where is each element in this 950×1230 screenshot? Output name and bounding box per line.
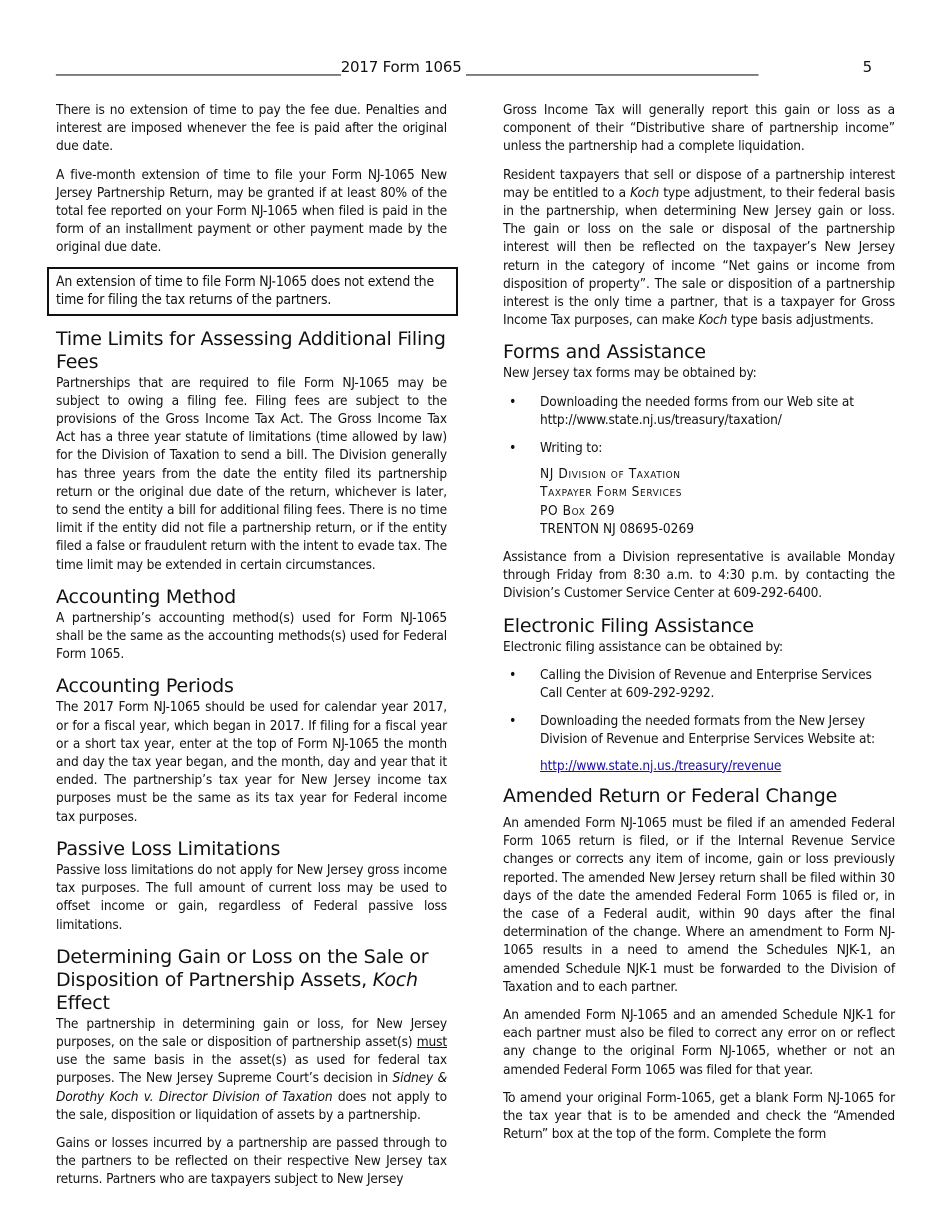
paragraph-assistance: Assistance from a Division representative is available Monday through Friday from 8:30 a.m. to 4:30 p.m. by contacting the Division’s Customer Service Center at 609-292-6400. — [503, 549, 895, 602]
list-item — [503, 393, 895, 429]
header-rule-left: _______________________________________ — [56, 58, 341, 76]
list-item — [503, 439, 895, 457]
bullet-icon: • — [509, 393, 517, 410]
paragraph-accounting-periods: The 2017 Form NJ-1065 should be used for calendar year 2017, or for a fiscal year, which began in 2017. If filing for a fiscal year or a short tax year, enter at the top of Form NJ-1065 the month and day the tax year began, and the month, day and year that it ended. The partnership’s tax year for New Jersey income tax purposes must be the same as its tax year for Federal income tax purposes. — [56, 699, 447, 825]
paragraph-time-limits: Partnerships that are required to file Form NJ-1065 may be subject to owing a filing fee. Filing fees are subject to the provisions of the Gross Income Tax Act. The Gross Income Tax Act has a three year statute of limitations (time allowed by law) for the Division of Taxation to send a bill. The Division generally has three years from the date the entity filed its partnership return or the original due date of the return, whichever is later, to send the entity a bill for additional filing fees. There is no time limit if the entity did not file a partnership return, or if the entity filed a false or fraudulent return with the intent to evade tax. The time limit may be extended in certain circumstances. — [56, 374, 447, 573]
heading-gain-loss-text: Determining Gain or Loss on the Sale or Disposition of Partnership Assets, — [56, 945, 429, 991]
extension-note-box — [47, 267, 458, 316]
paragraph-gains-passed-through: Gains or losses incurred by a partnership are passed through to the partners to be reflected on their respective New Jersey tax returns. Partners who are taxpayers subject to New Jersey — [56, 1134, 447, 1188]
paragraph-forms-intro: New Jersey tax forms may be obtained by: — [503, 365, 757, 382]
revenue-website-link[interactable]: http://www.state.nj.us./treasury/revenue — [540, 757, 782, 774]
paragraph-amended-1: An amended Form NJ-1065 must be filed if an amended Federal Form 1065 return is filed, or if the Internal Revenue Service changes or corrects any item of income, gain or loss previously reported. The amended New Jersey return shall be filed within 30 days of the date the amended Federal Form 1065 is filed or, in the case of a Federal audit, within 90 days after the final determination of the change. Where an amendment to Form NJ-1065 results in a need to amend the Schedules NJK-1, an amended Schedule NJK-1 must be forwarded to the Division of Taxation and to each partner. — [503, 814, 895, 995]
must-underlined: must — [416, 1033, 447, 1050]
paragraph-no-extension: There is no extension of time to pay the fee due. Penalties and interest are imposed whenever the fee is paid after the original due date. — [56, 102, 447, 155]
koch-italic: Koch — [698, 312, 728, 329]
efile-list — [503, 666, 895, 775]
heading-gain-loss-effect: Effect — [56, 991, 110, 1014]
efile-bullet-download: Downloading the needed formats from the New Jersey Division of Revenue and Enterprise Services Website at: — [540, 713, 875, 748]
bullet-icon: • — [509, 666, 517, 683]
text-segment: The partnership in determining gain or loss, for New Jersey purposes, on the sale or disposition of partnership asset(s) — [56, 1015, 447, 1050]
text-segment: type basis adjustments. — [727, 312, 874, 329]
paragraph-accounting-method: A partnership’s accounting method(s) used for Form NJ-1065 shall be the same as the accounting methods(s) used for Federal Form 1065. — [56, 609, 447, 663]
heading-forms-assistance: Forms and Assistance — [503, 341, 706, 364]
list-item — [503, 666, 895, 702]
paragraph-efile-intro: Electronic filing assistance can be obtained by: — [503, 638, 784, 655]
efile-bullet-call: Calling the Division of Revenue and Enterprise Services Call Center at 609-292-9292. — [540, 666, 872, 702]
forms-bullet-download: Downloading the needed forms from our Web site at http://www.state.nj.us/treasury/taxation/ — [540, 393, 854, 428]
bullet-icon: • — [509, 713, 517, 730]
text-segment: use the same basis in the asset(s) as used for federal tax purposes. The New Jersey Supreme Court’s decision in — [56, 1052, 447, 1087]
heading-electronic-filing: Electronic Filing Assistance — [503, 614, 754, 637]
bullet-icon: • — [509, 440, 517, 457]
address-line: TRENTON NJ 08695-0269 — [540, 520, 695, 537]
address-line: PO Box 269 — [540, 502, 616, 519]
address-line: NJ Division of Taxation — [540, 466, 681, 483]
extension-note-text: An extension of time to file Form NJ-1065 does not extend the time for filing the tax returns of the partners. — [56, 273, 434, 308]
text-segment: Resident taxpayers that sell or dispose of a partnership interest may be entitled to a — [503, 166, 895, 201]
heading-time-limits: Time Limits for Assessing Additional Filing Fees — [56, 327, 446, 373]
heading-accounting-method: Accounting Method — [56, 585, 236, 608]
case-name: Sidney & Dorothy Koch v. Director Division of Taxation — [56, 1070, 447, 1105]
paragraph-continued: Gross Income Tax will generally report this gain or loss as a component of their “Distributive share of partnership income” unless the partnership had a complete liquidation. — [503, 102, 895, 155]
forms-list — [503, 393, 895, 458]
heading-amended-return: Amended Return or Federal Change — [503, 784, 838, 807]
page-header — [56, 57, 872, 77]
list-item — [503, 712, 895, 775]
forms-bullet-writing: Writing to: — [540, 440, 603, 457]
text-segment: does not apply to the sale, disposition or liquidation of assets by a partnership. — [56, 1088, 448, 1123]
heading-koch-italic: Koch — [372, 968, 418, 991]
header-rule-right: ________________________________________ — [461, 58, 759, 76]
heading-gain-loss — [56, 946, 447, 1015]
paragraph-five-month-extension: A five-month extension of time to file your Form NJ-1065 New Jersey Partnership Return, may be granted if at least 80% of the total fee reported on your Form NJ-1065 when filed is paid in the form of an installment payment or other payment made by the original due date. — [56, 166, 447, 256]
paragraph-amended-2: An amended Form NJ-1065 and an amended Schedule NJK-1 for each partner must also be filed to correct any error on or reflect any change to the original Form NJ-1065, whether or not an amended Federal Form 1065 was filed for that year. — [503, 1006, 895, 1078]
text-segment: type adjustment, to their federal basis in the partnership, when determining New Jersey gain or loss. The gain or loss on the sale or disposal of the partnership interest will then be reflected on the taxpayer’s New Jersey return in the category of income “Net gains or income from disposition of property”. The sale or disposition of a partnership interest is the only time a partner, that is a taxpayer for Gross Income Tax purposes, can make — [503, 184, 895, 329]
heading-accounting-periods: Accounting Periods — [56, 675, 234, 698]
paragraph-resident-taxpayers — [503, 166, 895, 330]
paragraph-passive-loss: Passive loss limitations do not apply for New Jersey gross income tax purposes. The full amount of current loss may be used to offset income or gain, regardless of Federal passive loss limitations. — [56, 861, 447, 933]
heading-passive-loss: Passive Loss Limitations — [56, 837, 281, 860]
address-line: Taxpayer Form Services — [540, 484, 683, 501]
header-title: 2017 Form 1065 — [340, 58, 462, 76]
koch-italic: Koch — [630, 184, 660, 201]
paragraph-gain-loss-basis — [56, 1015, 447, 1124]
right-column — [503, 101, 895, 1153]
left-column — [56, 101, 447, 1199]
paragraph-amended-3: To amend your original Form-1065, get a blank Form NJ-1065 for the tax year that is to be amended and check the “Amended Return” box at the top of the form. Complete the form — [503, 1089, 895, 1143]
page-number: 5 — [862, 58, 872, 76]
mailing-address — [540, 465, 895, 538]
